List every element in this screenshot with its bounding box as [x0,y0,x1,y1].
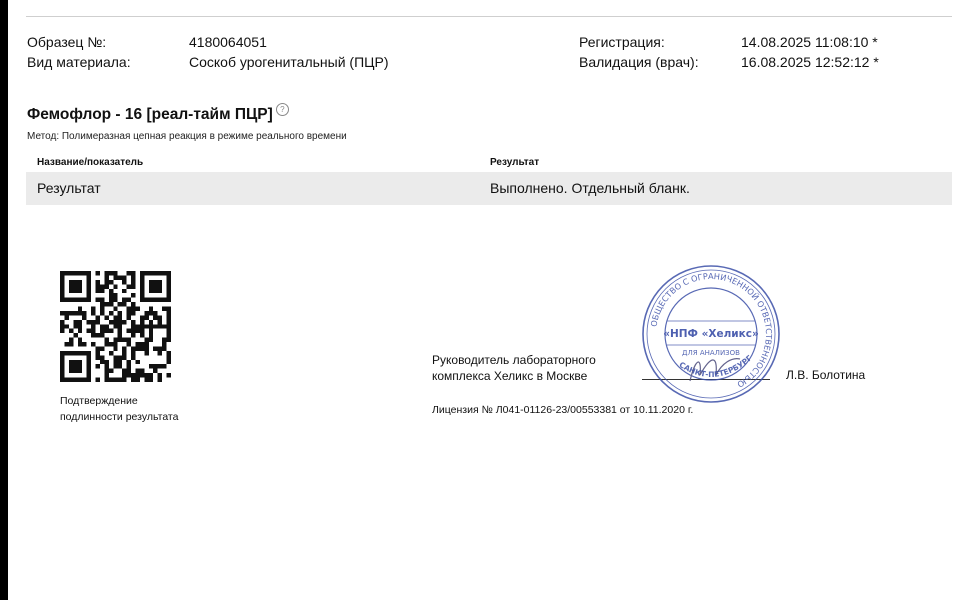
registration-value: 14.08.2025 11:08:10 * [741,34,878,50]
column-header-result: Результат [490,157,540,168]
svg-text:ОБЩЕСТВО С ОГРАНИЧЕННОЙ ОТВЕТС: ОБЩЕСТВО С ОГРАНИЧЕННОЙ ОТВЕТСТВЕННОСТЬЮ [648,270,775,390]
validation-label: Валидация (врач): [579,54,699,70]
help-icon[interactable]: ? [276,103,289,116]
qr-caption: Подтверждение подлинности результата [60,395,179,423]
svg-text:САНКТ-ПЕТЕРБУРГ: САНКТ-ПЕТЕРБУРГ [677,353,754,380]
column-header-name: Название/показатель [37,157,144,168]
table-row [26,172,952,205]
result-document [8,0,977,600]
material-value: Соскоб урогенитальный (ПЦР) [189,54,389,70]
validation-value: 16.08.2025 12:52:12 * [741,54,879,70]
qr-code [60,271,171,382]
svg-text:«НПФ «Хеликс»: «НПФ «Хеликс» [663,328,759,340]
table-cell-result: Выполнено. Отдельный бланк. [490,180,690,196]
svg-text:ДЛЯ АНАЛИЗОВ: ДЛЯ АНАЛИЗОВ [682,349,740,357]
signer-role: Руководитель лабораторного комплекса Хеликс в Москве [432,353,596,383]
registration-label: Регистрация: [579,34,665,50]
top-divider [26,16,952,17]
method-text: Метод: Полимеразная цепная реакция в режиме реального времени [27,131,347,142]
table-cell-name: Результат [37,180,101,196]
sample-number-value: 4180064051 [189,34,267,50]
signer-name: Л.В. Болотина [786,368,866,382]
material-label: Вид материала: [27,54,131,70]
license-text: Лицензия № Л041-01126-23/00553381 от 10.11.2020 г. [432,404,694,416]
test-title [27,103,289,124]
sample-number-label: Образец №: [27,34,107,50]
test-title-text: Фемофлор - 16 [реал-тайм ПЦР] [27,106,273,123]
organization-stamp [640,263,782,405]
